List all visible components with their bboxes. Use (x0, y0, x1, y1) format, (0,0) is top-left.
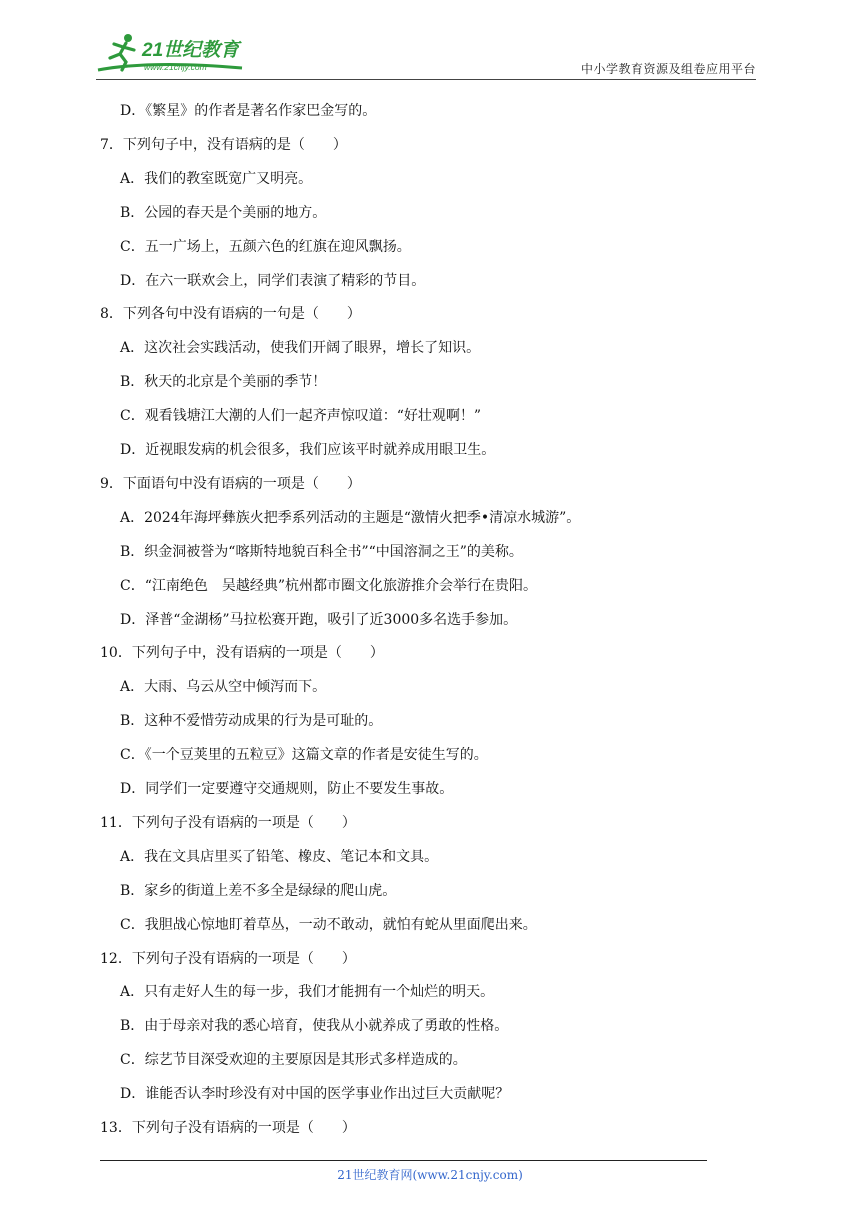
answer-option: A．这次社会实践活动，使我们开阔了眼界，增长了知识。 (120, 340, 481, 357)
header-divider (96, 79, 756, 80)
answer-option: A．我在文具店里买了铅笔、橡皮、笔记本和文具。 (120, 848, 439, 865)
footer-divider (100, 1160, 707, 1161)
answer-option: A．我们的教室既宽广又明亮。 (120, 170, 313, 187)
question-stem: 12．下列句子没有语病的一项是（ ） (100, 950, 356, 967)
logo-title: 21世纪教育 (142, 40, 240, 61)
answer-option: C．观看钱塘江大潮的人们一起齐声惊叹道：“好壮观啊！” (120, 408, 482, 425)
answer-option: C．五一广场上，五颜六色的红旗在迎风飘扬。 (120, 238, 411, 255)
question-stem: 11．下列句子没有语病的一项是（ ） (100, 814, 356, 831)
answer-option: C．综艺节目深受欢迎的主要原因是其形式多样造成的。 (120, 1052, 467, 1069)
answer-option: B．秋天的北京是个美丽的季节！ (120, 374, 327, 391)
answer-option: D．在六一联欢会上，同学们表演了精彩的节目。 (120, 272, 426, 289)
answer-option: B．由于母亲对我的悉心培育，使我从小就养成了勇敢的性格。 (120, 1018, 509, 1035)
answer-option: D．同学们一定要遵守交通规则，防止不要发生事故。 (120, 781, 454, 797)
answer-option: C．我胆战心惊地盯着草丛，一动不敢动，就怕有蛇从里面爬出来。 (120, 916, 537, 933)
site-logo (92, 30, 267, 80)
page-header (0, 0, 860, 80)
answer-option: C．《一个豆荚里的五粒豆》这篇文章的作者是安徒生写的。 (120, 747, 488, 764)
question-stem: 9．下面语句中没有语病的一项是（ ） (100, 475, 361, 492)
question-stem: 13．下列句子没有语病的一项是（ ） (100, 1120, 356, 1136)
answer-option: D．近视眼发病的机会很多，我们应该平时就养成用眼卫生。 (120, 442, 496, 458)
answer-option: A．2024年海坪彝族火把季系列活动的主题是“激情火把季•清凉水城游”。 (120, 509, 581, 526)
platform-name: 中小学教育资源及组卷应用平台 (580, 62, 756, 76)
logo-url: www.21cnjy.com (144, 62, 207, 72)
question-stem: 7．下列句子中，没有语病的是（ ） (100, 136, 347, 153)
runner-logo-icon (92, 30, 267, 80)
answer-option: B．这种不爱惜劳动成果的行为是可耻的。 (120, 713, 383, 730)
answer-option: C．“江南绝色 吴越经典”杭州都市圈文化旅游推介会举行在贵阳。 (120, 577, 538, 594)
question-stem: 10．下列句子中，没有语病的一项是（ ） (100, 645, 384, 662)
answer-option: A．大雨、乌云从空中倾泻而下。 (120, 679, 327, 696)
answer-option: B．公园的春天是个美丽的地方。 (120, 204, 327, 221)
footer-source[interactable]: 21世纪教育网(www.21cnjy.com) (337, 1168, 523, 1182)
answer-option: A．只有走好人生的每一步，我们才能拥有一个灿烂的明天。 (120, 984, 495, 1001)
answer-option: D．谁能否认李时珍没有对中国的医学事业作出过巨大贡献呢？ (120, 1086, 510, 1103)
question-stem: 8．下列各句中没有语病的一句是（ ） (100, 306, 361, 323)
answer-option: B．织金洞被誉为“喀斯特地貌百科全书”“中国溶洞之王”的美称。 (120, 543, 523, 560)
answer-option: D．泽普“金湖杨”马拉松赛开跑，吸引了近3000多名选手参加。 (120, 611, 518, 628)
answer-option: D．《繁星》的作者是著名作家巴金写的。 (120, 103, 377, 119)
answer-option: B．家乡的街道上差不多全是绿绿的爬山虎。 (120, 882, 397, 899)
